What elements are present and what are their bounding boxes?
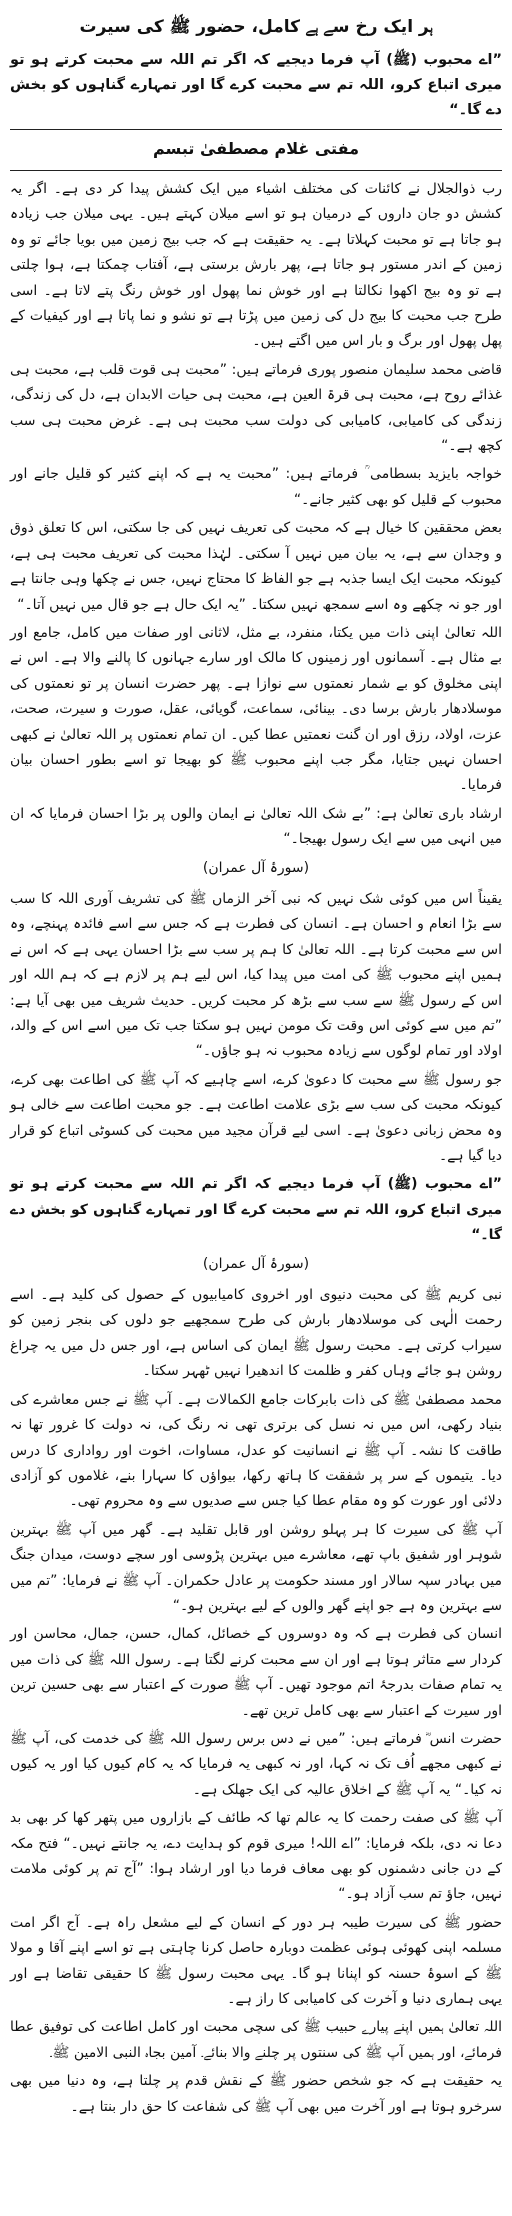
paragraph: حضرت انس ؓ فرماتے ہیں: ”میں نے دس برس رسول اللہ ﷺ کی خدمت کی، آپ ﷺ نے کبھی مجھے اُف تک نہ کہا، اور نہ کبھی یہ فرمایا کہ یہ کام کیوں کیا اور یہ کیوں نہ کیا۔“ یہ آپ ﷺ کے اخلاق عالیہ کی ایک جھلک ہے۔ bbox=[10, 1730, 502, 1798]
paragraph: رب ذوالجلال نے کائنات کی مختلف اشیاء میں ایک کشش پیدا کر دی ہے۔ اگر یہ کشش دو جان داروں کے درمیان ہو تو اسے میلان کہتے ہیں۔ یہی میلان جب زیادہ ہو جاتا ہے تو محبت کہلاتا ہے۔ یہ حقیقت ہے کہ جب بیج زمین میں بویا جائے تو وہ زمین کے اندر مستور ہو جاتا ہے، پھر بارش برستی ہے، آفتاب چمکتا ہے، ہوا چلتی ہے تو وہ بیج اکھوا نکالتا ہے اور خوش نما پھول اور خوش رنگ پتے لاتا ہے۔ اسی طرح جب محبت کا بیج دل کی زمین میں پڑتا ہے تو نشو و نما پاتا ہے اور کیفیات کے پھل پھول اور برگ و بار اس میں اگتے ہیں۔ bbox=[10, 181, 502, 350]
paragraph: حضور ﷺ کی سیرت طیبہ ہر دور کے انسان کے لیے مشعل راہ ہے۔ آج اگر امت مسلمہ اپنی کھوئی ہوئی عظمت دوبارہ حاصل کرنا چاہتی ہے تو اسے اپنے آقا و مولا ﷺ کے اسوۂ حسنہ کو اپنانا ہو گا۔ یہی محبت رسول ﷺ کا حقیقی تقاضا ہے اور یہی ہماری دنیا و آخرت کی کامیابی کا راز ہے۔ bbox=[10, 1914, 502, 2008]
paragraph: جو رسول ﷺ سے محبت کا دعویٰ کرے، اسے چاہیے کہ آپ ﷺ کی اطاعت بھی کرے، کیونکہ محبت کی سب سے بڑی علامت اطاعت ہے۔ جو محبت اطاعت سے خالی ہو وہ محض زبانی دعویٰ ہے۔ اسی لیے قرآن مجید میں محبت کی کسوٹی اتباع کو قرار دیا گیا ہے۔ bbox=[10, 1071, 502, 1165]
quran-reference: (سورۂ آل عمران) bbox=[202, 859, 310, 876]
author-name: مفتی غلام مصطفیٰ تبسم bbox=[153, 139, 359, 158]
paragraph: محمد مصطفیٰ ﷺ کی ذات بابرکات جامع الکمالات ہے۔ آپ ﷺ نے جس معاشرے کی بنیاد رکھی، اس میں نہ نسل کی برتری تھی نہ رنگ کی، نہ دولت کا غرور تھا نہ طاقت کا نشہ۔ آپ ﷺ نے انسانیت کو عدل، مساوات، اخوت اور رواداری کا درس دیا۔ یتیموں کے سر پر شفقت کا ہاتھ رکھا، بیواؤں کا سہارا بنے، غلاموں کو آزادی دلائی اور عورت کو وہ مقام عطا کیا جس سے صدیوں سے وہ محروم تھی۔ bbox=[10, 1391, 502, 1510]
quran-reference: (سورۂ آل عمران) bbox=[202, 1255, 310, 1272]
paragraph: قاضی محمد سلیمان منصور پوری فرماتے ہیں: ”محبت ہی قوت قلب ہے، محبت ہی غذائے روح ہے، محبت ہی قرۃ العین ہے، محبت ہی حیات الابدان ہے، دل کی زندگی، زندگی کی کامیابی، کامیابی کی دولت سب محبت ہی ہے۔ غرض محبت ہی سب کچھ ہے۔“ bbox=[10, 361, 502, 455]
lead-quote: ”اے محبوب (ﷺ) آپ فرما دیجیے کہ اگر تم اللہ سے محبت کرتے ہو تو میری اتباع کرو، اللہ تم سے محبت کرے گا اور تمہارے گناہوں کو بخش دے گا۔“ bbox=[10, 52, 502, 118]
paragraph: یہ حقیقت ہے کہ جو شخص حضور ﷺ کے نقش قدم پر چلتا ہے، وہ دنیا میں بھی سرخرو ہوتا ہے اور آخرت میں بھی آپ ﷺ کی شفاعت کا حق دار بنتا ہے۔ bbox=[10, 2073, 502, 2115]
divider bbox=[10, 129, 502, 130]
paragraph: اللہ تعالیٰ ہمیں اپنے پیارے حبیب ﷺ کی سچی محبت اور کامل اطاعت کی توفیق عطا فرمائے، اور ہمیں آپ ﷺ کی سنتوں پر چلنے والا بنائے۔ آمین بجاہ النبی الامین ﷺ۔ bbox=[10, 2019, 502, 2061]
paragraph: آپ ﷺ کی صفت رحمت کا یہ عالم تھا کہ طائف کے بازاروں میں پتھر کھا کر بھی بد دعا نہ دی، بلکہ فرمایا: ”اے اللہ! میری قوم کو ہدایت دے، یہ جانتے نہیں۔“ فتح مکہ کے دن جانی دشمنوں کو بھی معاف فرما دیا اور ارشاد ہوا: ”آج تم پر کوئی ملامت نہیں، جاؤ تم سب آزاد ہو۔“ bbox=[10, 1810, 502, 1903]
paragraph: آپ ﷺ کی سیرت کا ہر پہلو روشن اور قابل تقلید ہے۔ گھر میں آپ ﷺ بہترین شوہر اور شفیق باپ تھے، معاشرے میں بہترین پڑوسی اور سچے دوست، میدان جنگ میں بہادر سپہ سالار اور مسند حکومت پر عادل حکمران۔ آپ ﷺ نے فرمایا: ”تم میں سے بہترین وہ ہے جو اپنے گھر والوں کے لیے بہترین ہو۔“ bbox=[10, 1521, 502, 1614]
article-title: ہر ایک رخ سے ہے کامل، حضور ﷺ کی سیرت bbox=[79, 17, 433, 37]
paragraph: خواجہ بایزید بسطامی ؒ فرماتے ہیں: ”محبت یہ ہے کہ اپنے کثیر کو قلیل جانے اور محبوب کے قلیل کو بھی کثیر جانے۔“ bbox=[10, 466, 502, 508]
article-body bbox=[10, 177, 502, 2120]
paragraph: ارشاد باری تعالیٰ ہے: ”بے شک اللہ تعالیٰ نے ایمان والوں پر بڑا احسان فرمایا کہ ان میں انہی میں سے ایک رسول بھیجا۔“ bbox=[10, 805, 502, 848]
paragraph: اللہ تعالیٰ اپنی ذات میں یکتا، منفرد، بے مثل، لاثانی اور صفات میں کامل، جامع اور بے مثال ہے۔ آسمانوں اور زمینوں کا مالک اور سارے جہانوں کا پالنے والا ہے۔ اس نے اپنی مخلوق کو بے شمار نعمتوں سے نوازا ہے۔ پھر حضرت انسان پر تو نعمتوں کی موسلادھار بارش برسا دی۔ بینائی، سماعت، گویائی، عقل، صورت و سیرت، صحت، عزت، اولاد، رزق اور ان گنت نعمتیں عطا کیں۔ ان تمام نعمتوں پر اللہ تعالیٰ نے کبھی احسان نہیں جتایا، مگر جب اپنے محبوب ﷺ کو بھیجا تو اسے بطور احسان بیان فرمایا۔ bbox=[10, 624, 502, 794]
paragraph: یقیناً اس میں کوئی شک نہیں کہ نبی آخر الزماں ﷺ کی تشریف آوری اللہ کا سب سے بڑا انعام و احسان ہے۔ انسان کی فطرت ہے کہ جس سے اسے فائدہ پہنچے، وہ اس سے محبت کرتا ہے۔ اللہ تعالیٰ کا ہم پر سب سے بڑا احسان یہی ہے کہ اس نے ہمیں اپنے محبوب ﷺ کی امت میں پیدا کیا، اس لیے ہم پر لازم ہے کہ ہم اللہ اور اس کے رسول ﷺ سے سب سے بڑھ کر محبت کریں۔ حدیث شریف میں بھی آیا ہے: ”تم میں سے کوئی اس وقت تک مومن نہیں ہو سکتا جب تک میں اسے اس کے والد، اولاد اور تمام لوگوں سے زیادہ محبوب نہ ہو جاؤں۔“ bbox=[10, 890, 502, 1060]
paragraph: بعض محققین کا خیال ہے کہ محبت کی تعریف نہیں کی جا سکتی، اس کا تعلق ذوق و وجدان سے ہے، یہ بیان میں نہیں آ سکتی۔ لہٰذا محبت کی تعریف محبت ہی ہے، کیونکہ محبت ایک ایسا جذبہ ہے جو الفاظ کا محتاج نہیں، جس نے چکھا وہی جانتا ہے اور جو نہ چکھے وہ اسے سمجھ نہیں سکتا۔ ”یہ ایک حال ہے جو قال میں نہیں آتا۔“ bbox=[10, 520, 502, 613]
paragraph: انسان کی فطرت ہے کہ وہ دوسروں کے خصائل، کمال، حسن، جمال، محاسن اور کردار سے متاثر ہوتا ہے اور ان سے محبت کرنے لگتا ہے۔ رسول اللہ ﷺ کی ذات میں یہ تمام صفات بدرجۂ اتم موجود تھیں۔ آپ ﷺ صورت کے اعتبار سے بھی حسین ترین اور سیرت کے اعتبار سے بھی کامل ترین تھے۔ bbox=[10, 1626, 502, 1719]
inline-quote: ”اے محبوب (ﷺ) آپ فرما دیجیے کہ اگر تم اللہ سے محبت کرتے ہو تو میری اتباع کرو، اللہ تم سے محبت کرے گا اور تمہارے گناہوں کو بخش دے گا۔“ bbox=[10, 1176, 502, 1244]
paragraph: نبی کریم ﷺ کی محبت دنیوی اور اخروی کامیابیوں کے حصول کی کلید ہے۔ اسے رحمت الٰہی کی موسلادھار بارش کی طرح سمجھیے جو دلوں کی بنجر زمین کو سیراب کرتی ہے۔ محبت رسول ﷺ ایمان کی اساس ہے، اور جس دل میں یہ چراغ روشن ہو جائے وہاں کفر و ظلمت کا اندھیرا نہیں ٹھہر سکتا۔ bbox=[10, 1287, 502, 1380]
divider bbox=[10, 170, 502, 171]
